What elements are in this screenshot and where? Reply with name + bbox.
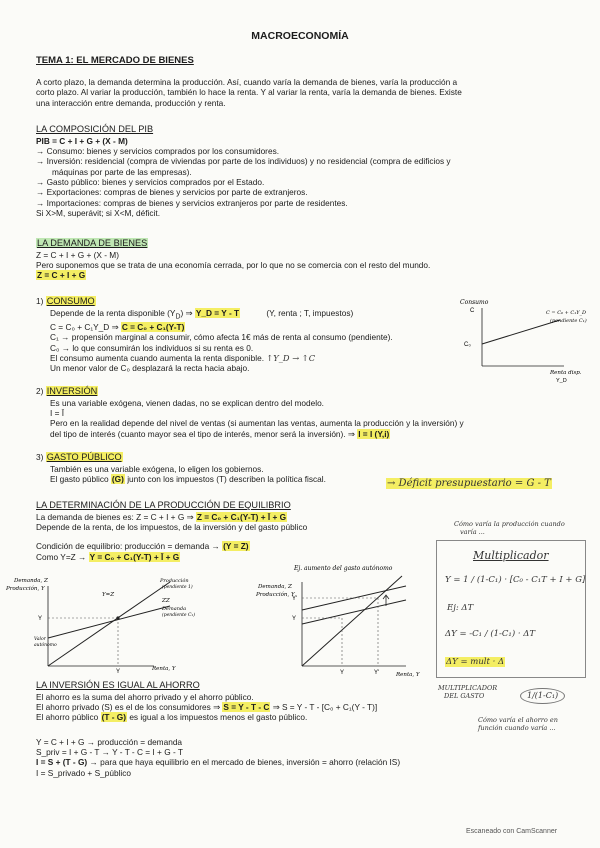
footer-scanner: Escaneado con CamScanner	[466, 828, 558, 835]
consumo-xlabel: Renta disp.	[550, 370, 582, 376]
graph1-equilibrium-point	[116, 616, 119, 619]
inversion-line: Pero en la realidad depende del nivel de ventas (si aumentan las ventas, aumenta la producción y la inversión) y	[50, 418, 464, 429]
page-title: MACROECONOMÍA	[251, 30, 349, 42]
consumo-graph-ylabel: C	[470, 308, 475, 314]
ahorro-line: I = S_privado + S_público	[36, 767, 132, 778]
demanda-section	[36, 238, 430, 281]
graph1-xlabel: Renta, Y	[152, 666, 176, 672]
ahorro-section	[36, 680, 400, 778]
graph2-demand-line-1	[302, 600, 406, 624]
inversion-line: Es una variable exógena, vienen dadas, no se explican dentro del modelo.	[50, 397, 324, 408]
graph2-x-tick: Y'	[374, 670, 380, 676]
consumo-line: C₁ → propensión marginal a consumir, cómo afecta 1€ más de renta al consumo (pendiente).	[50, 332, 393, 343]
ahorro-line: Y = C + I + G → producción = demanda	[36, 736, 183, 747]
multiplicador-note: Cómo varía la producción cuando varía ...	[454, 520, 565, 537]
demanda-closed: Z = C + I + G	[37, 270, 86, 281]
consumo-xlabel: Y_D	[556, 378, 567, 384]
graph2-y-tick: Y'	[292, 596, 298, 602]
tema-heading: TEMA 1: EL MERCADO DE BIENES	[36, 55, 194, 66]
consumo-line: El consumo aumenta cuando aumenta la renta disponible. ↑Y_D → ↑C	[50, 352, 316, 363]
ahorro-line: El ahorro público (T - G) es igual a los impuestos menos el gasto público.	[36, 712, 308, 723]
graph1-prod-label: (pendiente 1)	[162, 585, 193, 590]
graph2-caption: Ej. aumento del gasto autónomo	[294, 565, 393, 572]
gasto-line: El gasto público (G) junto con los impuestos (T) describen la política fiscal.	[50, 473, 326, 484]
ahorro-line: S_priv = I + G - T → Y - T - C = I + G - T	[36, 746, 183, 757]
multiplicador-example: Ej: ΔT	[447, 603, 474, 613]
consumo-line: Depende de la renta disponible $(Y_D)$ ⇒ Y_D = Y - T (Y, renta ; T, impuestos)	[50, 307, 354, 321]
deficit-note: → Déficit presupuestario = G - T	[387, 478, 551, 489]
consumo-intercept: C₀	[464, 342, 471, 348]
consumo-num: 1)	[36, 296, 44, 306]
pib-item: → Inversión: residencial (compra de viviendas por parte de los individuos) y no residencial (compra de edificios y	[36, 156, 451, 167]
graph1-ylabel: Demanda, Z	[14, 578, 48, 584]
graph2-x-tick: Y	[340, 670, 345, 676]
graph1-dem-label: (pendiente C₁)	[162, 613, 195, 618]
pib-heading: LA COMPOSICIÓN DEL PIB	[36, 124, 154, 134]
graph1-intercept: autónomo	[34, 643, 57, 648]
aumento-graph	[256, 562, 426, 682]
equilibrio-line: La demanda de bienes es: Z = C + I + G ⇒ Z = C₀ + C₁(Y-T) + Ī + G	[36, 511, 287, 522]
inversion-line: del tipo de interés (cuanto mayor sea el tipo de interés, menor será la inversión). ⇒ I = I (Y,i)	[50, 428, 390, 439]
ahorro-note: Cómo varía el ahorro en función cuando varía ...	[478, 716, 558, 733]
intro-line: corto plazo. Al variar la producción, también lo hace la renta. Y al variar la renta, varía la demanda de bienes. Existe	[36, 87, 462, 98]
inversion-section	[36, 386, 464, 439]
gasto-num: 3)	[36, 452, 44, 462]
consumo-graph-ylabel: Consumo	[460, 299, 489, 306]
consumo-line-label: C = C₀ + C₁Y_D	[546, 310, 587, 316]
graph2-y-tick: Y	[292, 616, 297, 622]
multiplicador-formula: ΔY = mult · Δ	[446, 657, 505, 667]
equilibrio-line: Como Y=Z → Y = C₀ + C₁(Y-T) + Ī + G	[36, 551, 180, 562]
consumo-section	[36, 296, 393, 374]
consumo-graph	[460, 298, 587, 388]
ahorro-line: I = S + (T - G) → para que haya equilibrio en el mercado de bienes, inversión = ahorro (relación IS)	[36, 757, 401, 768]
pib-item: → Importaciones: compras de bienes y servicios extranjeros por parte de residentes.	[36, 197, 348, 208]
graph1-x-tick: Y	[116, 669, 121, 675]
demanda-line: Pero suponemos que se trata de una economía cerrada, por lo que no se comercia con el resto del mundo.	[36, 259, 431, 270]
intro-line: una interacción entre demanda, producción y renta.	[36, 97, 226, 108]
pib-item: máquinas por parte de las empresas).	[52, 166, 192, 177]
graph2-ylabel: Producción, Y	[256, 592, 295, 598]
ahorro-heading: LA INVERSIÓN ES IGUAL AL AHORRO	[36, 680, 200, 690]
consumo-line: Un menor valor de C₀ desplazará la recta hacia abajo.	[50, 363, 250, 374]
pib-item: → Exportaciones: compras de bienes y servicios por parte de extranjeros.	[36, 187, 308, 198]
multiplicador-title: Multiplicador	[473, 549, 549, 562]
consumo-line: C = C₀ + C₁Y_D ⇒ C = C₀ + C₁(Y-T)	[50, 321, 185, 332]
pib-item: → Consumo: bienes y servicios comprados por los consumidores.	[36, 145, 280, 156]
gasto-line: También es una variable exógena, lo eligen los gobiernos.	[50, 463, 264, 474]
equilibrio-heading: LA DETERMINACIÓN DE LA PRODUCCIÓN DE EQUILIBRIO	[36, 500, 291, 510]
multiplicador-formula: ΔY = -C₁ / (1-C₁) · ΔT	[445, 629, 536, 639]
pib-item: Si X>M, superávit; si X<M, déficit.	[36, 208, 161, 219]
pib-section	[36, 124, 451, 218]
multiplicador-box	[436, 540, 586, 678]
graph1-intercept: Valor	[34, 637, 46, 642]
graph1-prod-label: Producción	[160, 578, 189, 584]
gasto-heading: GASTO PÚBLICO	[46, 452, 122, 462]
demanda-heading: LA DEMANDA DE BIENES	[37, 238, 148, 248]
equilibrio-section	[36, 500, 307, 562]
consumo-line-label: (pendiente C₁)	[550, 318, 587, 324]
graph1-demand-line	[48, 606, 170, 638]
consumo-line	[482, 320, 560, 344]
graph1-y-tick: Y	[38, 616, 43, 622]
multiplicador-formula: Y = 1 / (1-C₁) · [C₀ - C₁T + I + G]	[445, 575, 586, 585]
pib-item: → Gasto público: bienes y servicios comprados por el Estado.	[36, 176, 265, 187]
ahorro-line: El ahorro privado (S) es el de los consumidores ⇒ S = Y - T - C ⇒ S = Y - T - [C₀ + C₁(Y - T)]	[36, 701, 378, 712]
ahorro-line: El ahorro es la suma del ahorro privado y el ahorro público.	[36, 691, 254, 702]
inversion-num: 2)	[36, 386, 44, 396]
graph2-xlabel: Renta, Y	[396, 672, 420, 678]
intro	[36, 77, 462, 108]
multiplicador-gasto: MULTIPLICADOR DEL GASTO	[438, 684, 498, 701]
graph1-dem-label: Demanda	[162, 606, 187, 612]
graph1-zz-label: ZZ	[162, 598, 170, 604]
consumo-line: C₀ → lo que consumirán los individuos si su renta es 0.	[50, 342, 254, 353]
gasto-section	[36, 452, 326, 484]
pib-formula: PIB = C + I + G + (X - M)	[36, 135, 128, 146]
demanda-line: Z = C + I + G + (X - M)	[36, 249, 119, 260]
intro-line: A corto plazo, la demanda determina la producción. Así, cuando varía la demanda de bienes, varía la producción a	[36, 77, 458, 87]
equilibrio-graph	[4, 574, 194, 674]
equilibrio-line: Depende de la renta, de los impuestos, de la inversión y del gasto público	[36, 521, 308, 532]
inversion-heading: INVERSIÓN	[46, 386, 98, 396]
graph1-ylabel: Producción, Y	[6, 586, 45, 592]
inversion-line: I = Ī	[50, 407, 65, 418]
graph2-ylabel: Demanda, Z	[258, 584, 292, 590]
consumo-heading: CONSUMO	[46, 296, 95, 306]
graph1-yz-label: Y=Z	[102, 592, 115, 598]
multiplicador-value: 1/(1-C₁)	[520, 688, 565, 704]
equilibrio-line: Condición de equilibrio: producción = demanda → (Y = Z)	[36, 541, 249, 552]
